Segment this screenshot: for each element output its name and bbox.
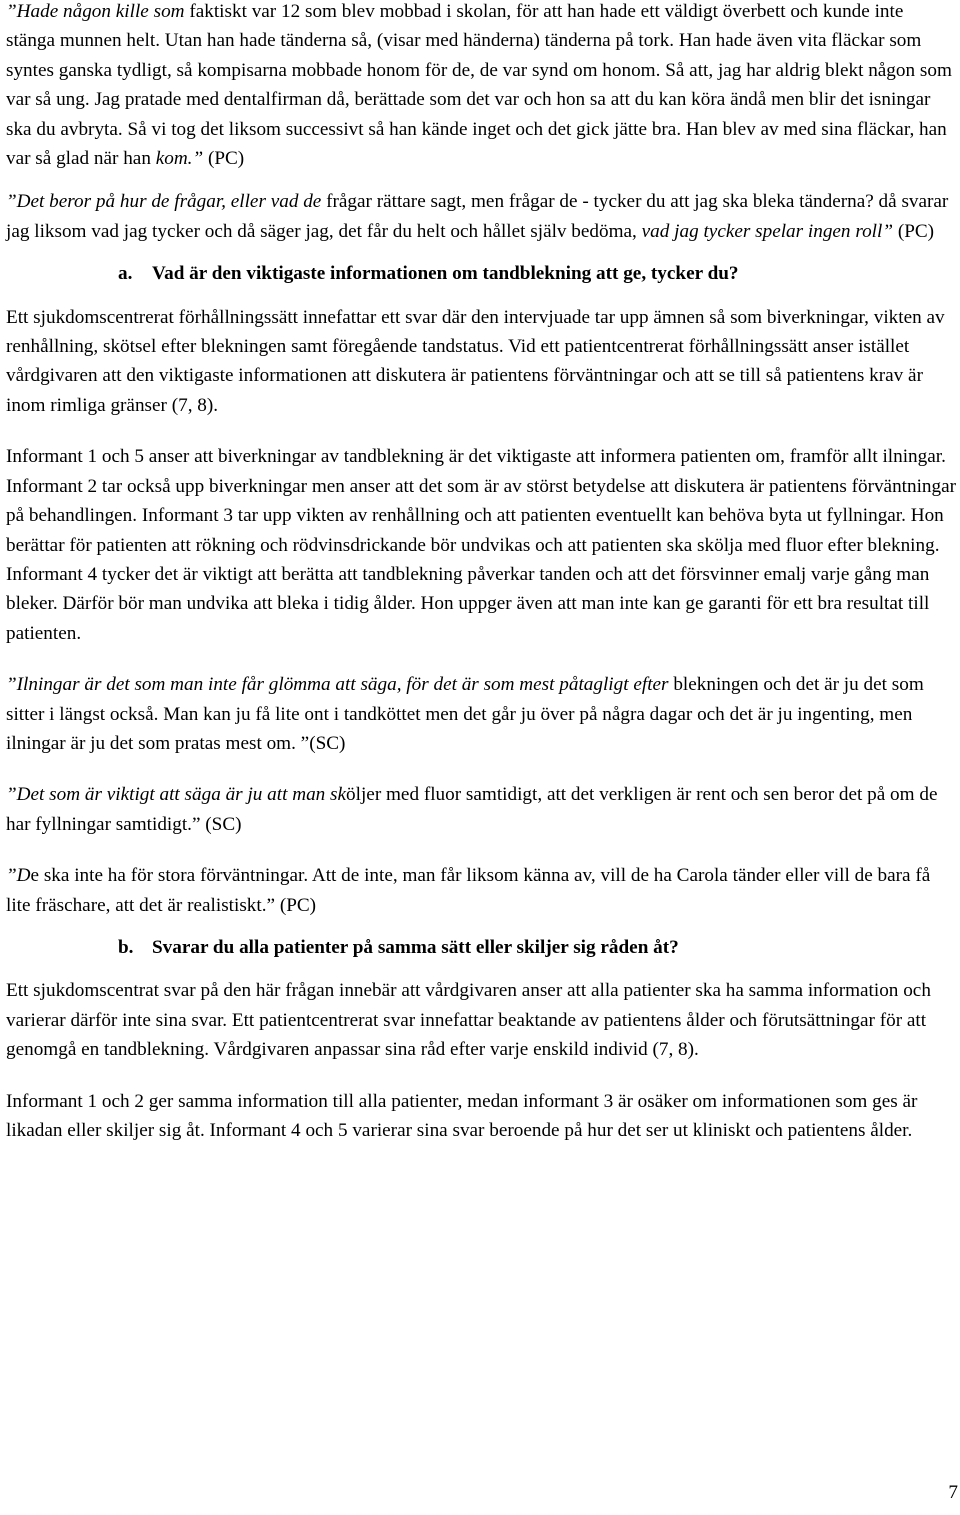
body-paragraph: Informant 1 och 5 anser att biverkningar av tandblekning är det viktigaste att informera patienten om, framför allt ilningar. Informant 2 tar också upp biverkningar men anser att det som är av störst betydelse att diskutera är patientens förväntningar på behandlingen. Informant 3 tar upp vikten av renhållning och att patienten eventuellt kan behöva byta ut fyllningar. Hon berättar för patienten att rökning och rödvinsdrickande bör undvikas och att patienten ska skölja med fluor efter blekning. Informant 4 tycker det är viktigt att berätta att tandblekning påverkar tanden och att det försvinner emalj varje gång man bleker. Därför bör man undvika att bleka i tidig ålder. Hon uppger även att man inte kan ge garanti för ett bra resultat till patienten. — [6, 446, 957, 644]
quote-italic: vad jag tycker spelar ingen roll” — [641, 220, 894, 242]
question-letter: b. — [118, 936, 134, 958]
question-heading-b — [6, 933, 956, 962]
body-paragraph: Informant 1 och 2 ger samma information till alla patienter, medan informant 3 är osäker om informationen som ges är likadan eller skiljer sig åt. Informant 4 och 5 varierar sina svar beroende på hur det ser ut kliniskt och patientens ålder. — [6, 1090, 918, 1141]
quote-italic: ”Det beror på hur de frågar, eller vad de — [6, 191, 322, 213]
quote-text: öljer med fluor samtidigt, att det verkligen är rent och sen beror det på om de har fyllningar samtidigt.” (SC) — [6, 784, 938, 835]
question-letter: a. — [118, 263, 133, 285]
quote-text: blekningen och det är ju det som sitter i längst också. Man kan ju få lite ont i tandköttet men det går ju över på några dagar och det är ju ingenting, men ilningar är ju det som pratas mest om. ”(SC) — [6, 674, 924, 754]
quote-paragraph-1 — [6, 0, 956, 173]
question-text: Vad är den viktigaste informationen om tandblekning att ge, tycker du? — [152, 263, 739, 285]
quote-italic: ”Hade någon kille som — [6, 1, 185, 22]
quote-italic: ”Ilningar är det som man inte får glömma att säga, för det är som mest påtagligt efter — [6, 674, 669, 696]
body-paragraph: Ett sjukdomscentrat svar på den här frågan innebär att vårdgivaren anser att alla patienter ska ha samma information och varierar därför inte sina svar. Ett patientcentrerat svar innefattar beaktande av patientens ålder och förutsättningar för att genomgå en tandblekning. Vårdgivaren anpassar sina råd efter varje enskild individ (7, 8). — [6, 980, 931, 1061]
question-heading-a — [6, 259, 956, 288]
quote-paragraph-4 — [6, 780, 956, 839]
quote-italic: kom.” — [155, 148, 204, 170]
document-page — [6, 0, 956, 1145]
quote-italic: ”Det som är viktigt att säga är ju att man sk — [6, 784, 347, 806]
quote-text: faktiskt var 12 som blev mobbad i skolan, för att han hade ett väldigt överbett och kunde inte stänga munnen helt. Utan han hade tänderna så, (visar med händerna) tänderna på tork. Han hade även vita fläckar som syntes ganska tydligt, så kompisarna mobbade honom för de, de var synd om honom. Så att, jag har aldrig blekt någon som var så ung. Jag pratade med dentalfirman då, berättade som det var och hon sa att du kan köra ändå men blir det isningar ska du avbryta. Så vi tog det liksom successivt så han kände inget och det gick jätte bra. Han blev av med sina fläckar, han var så glad när han — [6, 1, 952, 170]
page-number: 7 — [948, 1482, 958, 1503]
quote-paragraph-2 — [6, 187, 956, 246]
body-paragraph: Ett sjukdomscentrerat förhållningssätt innefattar ett svar där den intervjuade tar upp ämnen så som biverkningar, vikten av renhållning, skötsel efter blekningen samt föregående tandstatus. Vid ett patientcentrerat förhållningssätt anser istället vårdgivaren att den viktigaste informationen att diskutera är patientens förväntningar och att se till så patientens krav är inom rimliga gränser (7, 8). — [6, 306, 945, 416]
quote-source: (PC) — [893, 220, 935, 242]
question-text: Svarar du alla patienter på samma sätt eller skiljer sig råden åt? — [152, 936, 679, 958]
quote-source: (PC) — [203, 148, 245, 170]
quote-text: e ska inte ha för stora förväntningar. Att de inte, man får liksom känna av, vill de ha Carola tänder eller vill de bara få lite fräschare, att det är realistiskt.” (PC) — [6, 865, 931, 916]
quote-paragraph-5 — [6, 861, 956, 920]
quote-paragraph-3 — [6, 670, 956, 758]
quote-italic: ”D — [6, 865, 31, 887]
quote-text: frågar rättare sagt, men frågar de - tycker du att jag ska bleka tänderna? då svarar jag liksom vad jag tycker och då säger jag, det får du helt och hållet själv bedöma, — [6, 191, 949, 242]
